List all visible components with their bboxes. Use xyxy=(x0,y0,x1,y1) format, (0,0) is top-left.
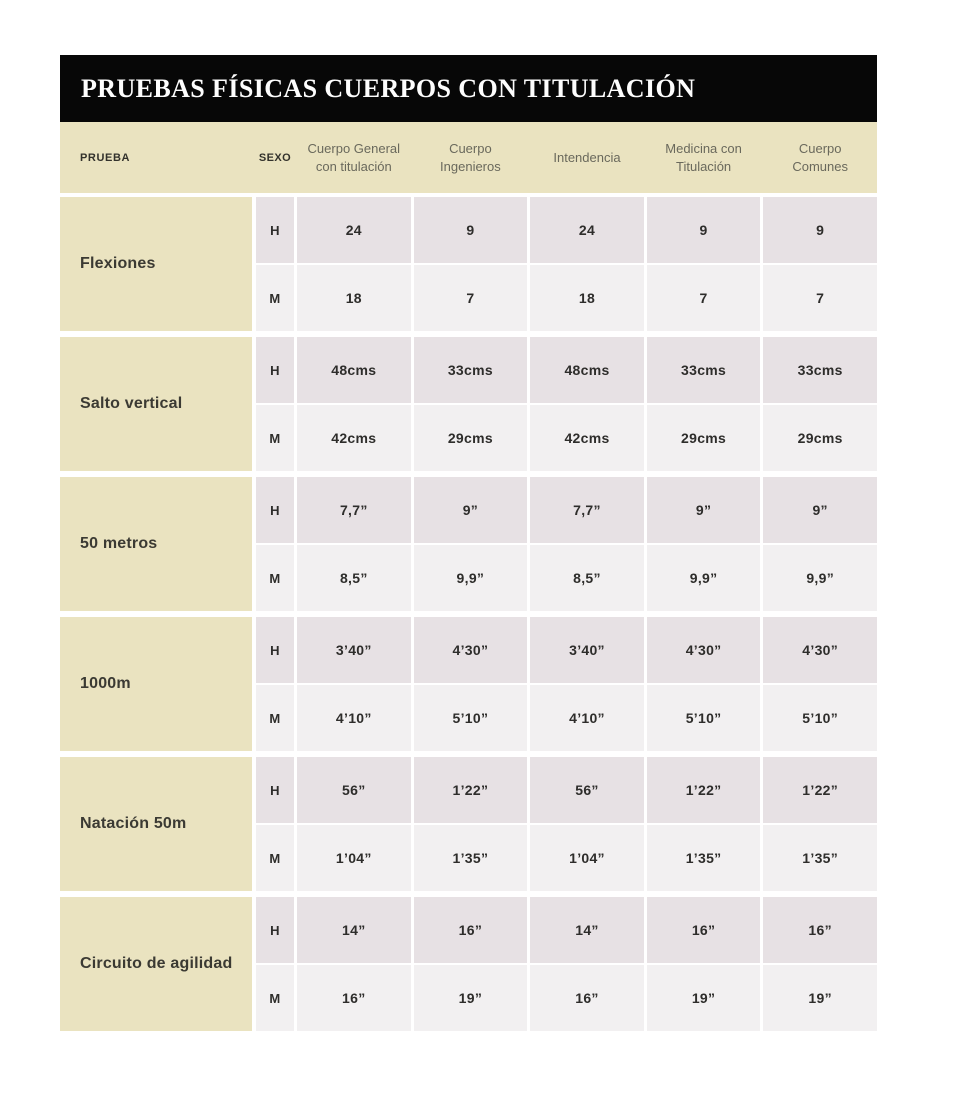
sexo-cell: M xyxy=(256,405,294,471)
value-cell: 56” xyxy=(297,757,411,823)
value-cell: 56” xyxy=(530,757,644,823)
pruebas-fisicas-table xyxy=(60,55,877,1031)
value-cell: 9” xyxy=(414,477,528,543)
table-row xyxy=(256,685,877,751)
header-col-cuerpo-general: Cuerpo General con titulación xyxy=(307,140,401,174)
table-row xyxy=(256,897,877,963)
table-group xyxy=(60,337,877,471)
value-cell: 16” xyxy=(647,897,761,963)
prueba-label: 1000m xyxy=(60,617,252,751)
value-cell: 9,9” xyxy=(647,545,761,611)
table-row xyxy=(256,337,877,403)
prueba-label: Salto vertical xyxy=(60,337,252,471)
header-sexo: SEXO xyxy=(258,151,292,164)
table-row xyxy=(256,965,877,1031)
value-cell: 9 xyxy=(414,197,528,263)
prueba-label: Flexiones xyxy=(60,197,252,331)
value-cell: 33cms xyxy=(647,337,761,403)
value-cell: 1’22” xyxy=(414,757,528,823)
group-rows xyxy=(256,477,877,611)
prueba-label: 50 metros xyxy=(60,477,252,611)
table-row xyxy=(256,477,877,543)
value-cell: 9” xyxy=(763,477,877,543)
table-row xyxy=(256,197,877,263)
sexo-cell: H xyxy=(256,337,294,403)
value-cell: 14” xyxy=(530,897,644,963)
value-cell: 19” xyxy=(414,965,528,1031)
sexo-cell: H xyxy=(256,197,294,263)
value-cell: 3’40” xyxy=(530,617,644,683)
value-cell: 19” xyxy=(763,965,877,1031)
value-cell: 24 xyxy=(297,197,411,263)
table-row xyxy=(256,757,877,823)
value-cell: 1’22” xyxy=(647,757,761,823)
table-row xyxy=(256,617,877,683)
value-cell: 7 xyxy=(763,265,877,331)
value-cell: 7,7” xyxy=(297,477,411,543)
table-row xyxy=(256,265,877,331)
sexo-cell: M xyxy=(256,545,294,611)
value-cell: 29cms xyxy=(414,405,528,471)
table-title-bar xyxy=(60,55,877,122)
table-row xyxy=(256,825,877,891)
value-cell: 9 xyxy=(763,197,877,263)
value-cell: 42cms xyxy=(530,405,644,471)
value-cell: 18 xyxy=(297,265,411,331)
value-cell: 5’10” xyxy=(414,685,528,751)
group-rows xyxy=(256,757,877,891)
value-cell: 24 xyxy=(530,197,644,263)
value-cell: 18 xyxy=(530,265,644,331)
value-cell: 16” xyxy=(297,965,411,1031)
header-col-medicina: Medicina con Titulación xyxy=(665,140,742,174)
value-cell: 5’10” xyxy=(647,685,761,751)
header-col-cuerpo-comunes: Cuerpo Comunes xyxy=(792,140,848,174)
sexo-cell: H xyxy=(256,897,294,963)
value-cell: 4’10” xyxy=(530,685,644,751)
value-cell: 1’35” xyxy=(647,825,761,891)
value-cell: 1’04” xyxy=(297,825,411,891)
value-cell: 3’40” xyxy=(297,617,411,683)
value-cell: 14” xyxy=(297,897,411,963)
group-rows xyxy=(256,617,877,751)
value-cell: 16” xyxy=(414,897,528,963)
value-cell: 1’22” xyxy=(763,757,877,823)
value-cell: 1’35” xyxy=(763,825,877,891)
group-rows xyxy=(256,337,877,471)
table-title: PRUEBAS FÍSICAS CUERPOS CON TITULACIÓN xyxy=(81,73,696,103)
value-cell: 9,9” xyxy=(414,545,528,611)
value-cell: 16” xyxy=(763,897,877,963)
value-cell: 9” xyxy=(647,477,761,543)
header-col-intendencia: Intendencia xyxy=(553,149,621,165)
value-cell: 48cms xyxy=(297,337,411,403)
value-cell: 7 xyxy=(647,265,761,331)
sexo-cell: M xyxy=(256,825,294,891)
table-header-row xyxy=(60,122,877,193)
value-cell: 19” xyxy=(647,965,761,1031)
table-group xyxy=(60,757,877,891)
table-row xyxy=(256,405,877,471)
sexo-cell: H xyxy=(256,757,294,823)
prueba-label: Circuito de agilidad xyxy=(60,897,252,1031)
prueba-label: Natación 50m xyxy=(60,757,252,891)
header-col-cuerpo-ingenieros: Cuerpo Ingenieros xyxy=(440,140,501,174)
value-cell: 16” xyxy=(530,965,644,1031)
value-cell: 33cms xyxy=(414,337,528,403)
header-prueba: PRUEBA xyxy=(80,151,131,164)
value-cell: 9 xyxy=(647,197,761,263)
table-group xyxy=(60,617,877,751)
table-group xyxy=(60,197,877,331)
value-cell: 42cms xyxy=(297,405,411,471)
sexo-cell: M xyxy=(256,265,294,331)
value-cell: 4’30” xyxy=(647,617,761,683)
table-group xyxy=(60,897,877,1031)
sexo-cell: H xyxy=(256,617,294,683)
value-cell: 33cms xyxy=(763,337,877,403)
value-cell: 48cms xyxy=(530,337,644,403)
value-cell: 4’10” xyxy=(297,685,411,751)
sexo-cell: M xyxy=(256,685,294,751)
sexo-cell: M xyxy=(256,965,294,1031)
table-group xyxy=(60,477,877,611)
group-rows xyxy=(256,197,877,331)
value-cell: 29cms xyxy=(763,405,877,471)
value-cell: 4’30” xyxy=(414,617,528,683)
value-cell: 8,5” xyxy=(530,545,644,611)
value-cell: 8,5” xyxy=(297,545,411,611)
value-cell: 1’04” xyxy=(530,825,644,891)
value-cell: 5’10” xyxy=(763,685,877,751)
value-cell: 1’35” xyxy=(414,825,528,891)
sexo-cell: H xyxy=(256,477,294,543)
value-cell: 4’30” xyxy=(763,617,877,683)
group-rows xyxy=(256,897,877,1031)
value-cell: 7,7” xyxy=(530,477,644,543)
value-cell: 9,9” xyxy=(763,545,877,611)
table-body xyxy=(60,197,877,1031)
table-row xyxy=(256,545,877,611)
value-cell: 7 xyxy=(414,265,528,331)
value-cell: 29cms xyxy=(647,405,761,471)
